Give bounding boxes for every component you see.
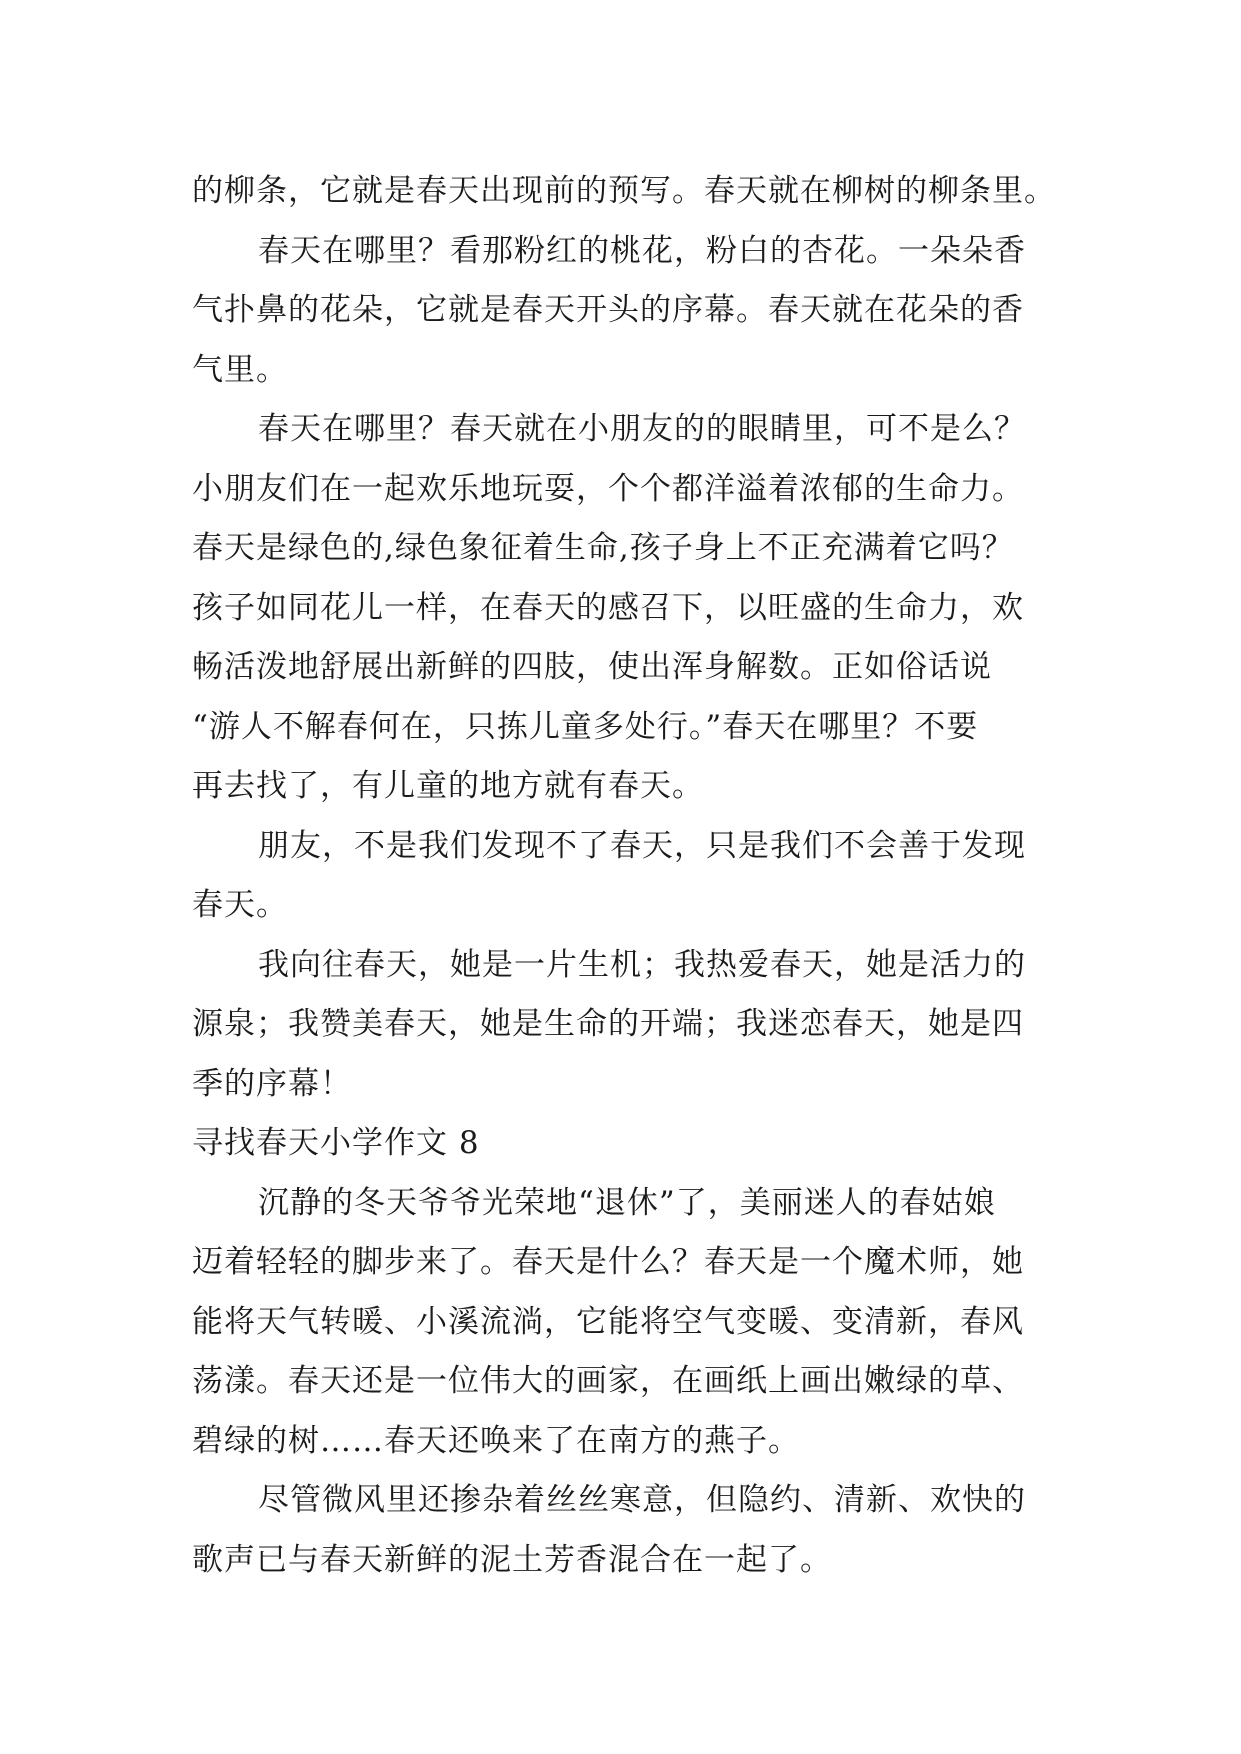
paragraph-line: 春天在哪里？春天就在小朋友的的眼睛里，可不是么？ bbox=[258, 411, 1026, 447]
paragraph-line: 孩子如同花儿一样，在春天的感召下，以旺盛的生命力，欢 bbox=[192, 589, 1024, 626]
paragraph-line: 沉静的冬天爷爷光荣地“退休”了，美丽迷人的春姑娘 bbox=[258, 1184, 996, 1221]
paragraph-line: 歌声已与春天新鲜的泥土芳香混合在一起了。 bbox=[192, 1541, 832, 1578]
paragraph-line: 我向往春天，她是一片生机；我热爱春天，她是活力的 bbox=[258, 946, 1026, 983]
paragraph-line: 的柳条，它就是春天出现前的预写。春天就在柳树的柳条里。 bbox=[192, 173, 1056, 209]
paragraph-line: 畅活泼地舒展出新鲜的四肢，使出浑身解数。正如俗话说 bbox=[192, 649, 992, 685]
paragraph-line: 小朋友们在一起欢乐地玩耍，个个都洋溢着浓郁的生命力。 bbox=[192, 470, 1024, 507]
document-body bbox=[192, 162, 1056, 1590]
paragraph-line: 荡漾。春天还是一位伟大的画家，在画纸上画出嫩绿的草、 bbox=[192, 1363, 1024, 1399]
paragraph-line: 气里。 bbox=[192, 351, 288, 388]
section-heading: 寻找春天小学作文 8 bbox=[192, 1125, 480, 1161]
paragraph-line: 春天。 bbox=[192, 887, 288, 923]
paragraph-line: 春天是绿色的,绿色象征着生命,孩子身上不正充满着它吗？ bbox=[192, 530, 1014, 566]
paragraph-line: 尽管微风里还掺杂着丝丝寒意，但隐约、清新、欢快的 bbox=[258, 1482, 1026, 1518]
paragraph-line: “游人不解春何在，只拣儿童多处行。”春天在哪里？不要 bbox=[192, 708, 979, 745]
paragraph-line: 春天在哪里？看那粉红的桃花，粉白的杏花。一朵朵香 bbox=[258, 232, 1026, 269]
paragraph-line: 季的序幕！ bbox=[192, 1065, 352, 1102]
paragraph-line: 源泉；我赞美春天，她是生命的开端；我迷恋春天，她是四 bbox=[192, 1006, 1024, 1042]
paragraph-line: 朋友，不是我们发现不了春天，只是我们不会善于发现 bbox=[258, 827, 1026, 864]
paragraph-line: 碧绿的树……春天还唤来了在南方的燕子。 bbox=[192, 1422, 800, 1459]
paragraph-line: 能将天气转暖、小溪流淌，它能将空气变暖、变清新，春风 bbox=[192, 1303, 1024, 1340]
paragraph-line: 迈着轻轻的脚步来了。春天是什么？春天是一个魔术师，她 bbox=[192, 1244, 1024, 1280]
paragraph-line: 气扑鼻的花朵，它就是春天开头的序幕。春天就在花朵的香 bbox=[192, 292, 1024, 328]
paragraph-line: 再去找了，有儿童的地方就有春天。 bbox=[192, 768, 704, 804]
